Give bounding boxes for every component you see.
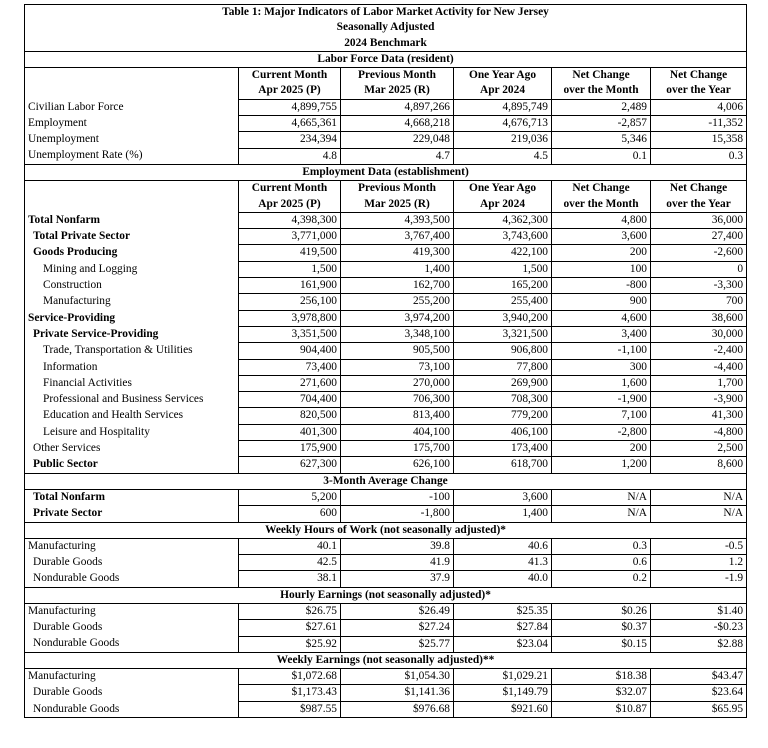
value-cell: 1,600 [552,375,651,391]
value-cell: $976.68 [341,701,454,717]
value-cell: 904,400 [239,343,341,359]
value-cell: $2.88 [651,636,747,652]
value-cell: 40.1 [239,538,341,554]
value-cell: 4.7 [341,148,454,164]
value-cell: $987.55 [239,701,341,717]
value-cell: -800 [552,278,651,294]
value-cell: 42.5 [239,555,341,571]
row-label: Total Nonfarm [25,489,239,505]
row-label: Goods Producing [25,245,239,261]
column-header-bottom: over the Year [651,197,747,213]
row-label: Nondurable Goods [25,701,239,717]
table-row [25,603,747,619]
value-cell: 4,676,713 [454,116,552,132]
value-cell: 0.3 [651,148,747,164]
value-cell: 300 [552,359,651,375]
table-row [25,571,747,587]
header-blank-cell [25,181,239,197]
value-cell: 173,400 [454,441,552,457]
table-row [25,261,747,277]
header-blank-cell [25,68,239,84]
value-cell: 422,100 [454,245,552,261]
column-header-bottom: over the Year [651,83,747,99]
value-cell: -2,800 [552,424,651,440]
value-cell: $25.92 [239,636,341,652]
table-row [25,538,747,554]
table-title: Table 1: Major Indicators of Labor Market Activity for New Jersey [25,5,747,21]
value-cell: 779,200 [454,408,552,424]
value-cell: 906,800 [454,343,552,359]
column-header-top: Current Month [239,181,341,197]
labor-market-table-document [24,4,746,718]
value-cell: $27.61 [239,620,341,636]
value-cell: -3,900 [651,392,747,408]
table-row [25,245,747,261]
value-cell: 4,006 [651,99,747,115]
value-cell: N/A [651,489,747,505]
column-header-top: One Year Ago [454,181,552,197]
value-cell: 419,300 [341,245,454,261]
value-cell: 36,000 [651,212,747,228]
value-cell: 0 [651,261,747,277]
value-cell: $23.04 [454,636,552,652]
row-label: Manufacturing [25,538,239,554]
row-label: Unemployment [25,132,239,148]
column-header-bottom: Mar 2025 (R) [341,197,454,213]
table-row [25,375,747,391]
value-cell: 704,400 [239,392,341,408]
table-row [25,229,747,245]
value-cell: 419,500 [239,245,341,261]
value-cell: 38.1 [239,571,341,587]
value-cell: $0.15 [552,636,651,652]
value-cell: $1,054.30 [341,669,454,685]
column-header-top: Previous Month [341,68,454,84]
value-cell: $25.77 [341,636,454,652]
column-header-bottom: Mar 2025 (R) [341,83,454,99]
value-cell: 820,500 [239,408,341,424]
value-cell: 30,000 [651,326,747,342]
column-header-top: Net Change [552,68,651,84]
row-label: Education and Health Services [25,408,239,424]
value-cell: 165,200 [454,278,552,294]
row-label: Other Services [25,441,239,457]
value-cell: 1,400 [341,261,454,277]
value-cell: 700 [651,294,747,310]
table-row [25,148,747,164]
table-row [25,99,747,115]
value-cell: -2,857 [552,116,651,132]
value-cell: 0.3 [552,538,651,554]
value-cell: 38,600 [651,310,747,326]
table-row [25,669,747,685]
column-header-top: Previous Month [341,181,454,197]
row-label: Mining and Logging [25,261,239,277]
indicators-table [24,4,747,718]
value-cell: -0.5 [651,538,747,554]
value-cell: 2,489 [552,99,651,115]
value-cell: 41.3 [454,555,552,571]
row-label: Nondurable Goods [25,571,239,587]
value-cell: N/A [552,489,651,505]
column-header-bottom: Apr 2025 (P) [239,83,341,99]
row-label: Leisure and Hospitality [25,424,239,440]
value-cell: 905,500 [341,343,454,359]
value-cell: $27.84 [454,620,552,636]
value-cell: 271,600 [239,375,341,391]
value-cell: 269,900 [454,375,552,391]
value-cell: 255,200 [341,294,454,310]
row-label: Information [25,359,239,375]
value-cell: 3,348,100 [341,326,454,342]
value-cell: 4.8 [239,148,341,164]
row-label: Manufacturing [25,603,239,619]
hourly-earnings-section-heading: Hourly Earnings (not seasonally adjusted)* [25,587,747,603]
value-cell: 1,500 [239,261,341,277]
value-cell: $25.35 [454,603,552,619]
row-label: Unemployment Rate (%) [25,148,239,164]
value-cell: 404,100 [341,424,454,440]
value-cell: 401,300 [239,424,341,440]
value-cell: 37.9 [341,571,454,587]
value-cell: -1,800 [341,506,454,522]
value-cell: 4,897,266 [341,99,454,115]
table-row [25,310,747,326]
row-label: Total Nonfarm [25,212,239,228]
table-row [25,489,747,505]
value-cell: $1,072.68 [239,669,341,685]
value-cell: 7,100 [552,408,651,424]
value-cell: 4,393,500 [341,212,454,228]
value-cell: 40.0 [454,571,552,587]
value-cell: 5,200 [239,489,341,505]
table-row [25,392,747,408]
column-header-bottom: over the Month [552,197,651,213]
column-header-bottom: Apr 2024 [454,83,552,99]
value-cell: 4,665,361 [239,116,341,132]
value-cell: 1,700 [651,375,747,391]
row-label: Durable Goods [25,685,239,701]
value-cell: 4,362,300 [454,212,552,228]
value-cell: $10.87 [552,701,651,717]
table-row [25,326,747,342]
row-label: Manufacturing [25,294,239,310]
row-label: Trade, Transportation & Utilities [25,343,239,359]
value-cell: $27.24 [341,620,454,636]
table-row [25,620,747,636]
value-cell: $43.47 [651,669,747,685]
row-label: Manufacturing [25,669,239,685]
value-cell: $1,173.43 [239,685,341,701]
value-cell: 618,700 [454,457,552,473]
value-cell: 100 [552,261,651,277]
value-cell: 73,100 [341,359,454,375]
value-cell: 3,600 [552,229,651,245]
value-cell: 3,600 [454,489,552,505]
value-cell: $26.75 [239,603,341,619]
table-row [25,294,747,310]
value-cell: 39.8 [341,538,454,554]
row-label: Private Service-Providing [25,326,239,342]
value-cell: $18.38 [552,669,651,685]
labor-force-section-heading: Labor Force Data (resident) [25,51,747,67]
value-cell: 0.1 [552,148,651,164]
value-cell: 161,900 [239,278,341,294]
row-label: Civilian Labor Force [25,99,239,115]
value-cell: 600 [239,506,341,522]
value-cell: 0.6 [552,555,651,571]
value-cell: 3,940,200 [454,310,552,326]
value-cell: 900 [552,294,651,310]
value-cell: 406,100 [454,424,552,440]
value-cell: 256,100 [239,294,341,310]
value-cell: -1.9 [651,571,747,587]
row-label: Employment [25,116,239,132]
row-label: Total Private Sector [25,229,239,245]
table-row [25,636,747,652]
row-label: Service-Providing [25,310,239,326]
column-header-top: Current Month [239,68,341,84]
value-cell: -$0.23 [651,620,747,636]
table-row [25,212,747,228]
value-cell: N/A [552,506,651,522]
value-cell: $1.40 [651,603,747,619]
value-cell: 4.5 [454,148,552,164]
value-cell: 41.9 [341,555,454,571]
value-cell: -3,300 [651,278,747,294]
value-cell: 200 [552,441,651,457]
value-cell: 1.2 [651,555,747,571]
value-cell: -2,600 [651,245,747,261]
value-cell: 4,398,300 [239,212,341,228]
header-blank-cell [25,197,239,213]
value-cell: 4,600 [552,310,651,326]
value-cell: $65.95 [651,701,747,717]
value-cell: 270,000 [341,375,454,391]
value-cell: 175,700 [341,441,454,457]
table-row [25,424,747,440]
value-cell: 3,743,600 [454,229,552,245]
table-row [25,408,747,424]
value-cell: 3,771,000 [239,229,341,245]
table-row [25,343,747,359]
value-cell: $1,141.36 [341,685,454,701]
row-label: Professional and Business Services [25,392,239,408]
value-cell: $26.49 [341,603,454,619]
table-row [25,506,747,522]
value-cell: 8,600 [651,457,747,473]
value-cell: 4,800 [552,212,651,228]
column-header-top: Net Change [651,68,747,84]
weekly-earnings-section-heading: Weekly Earnings (not seasonally adjusted)** [25,652,747,668]
value-cell: 27,400 [651,229,747,245]
value-cell: 4,668,218 [341,116,454,132]
value-cell: -1,900 [552,392,651,408]
table-row [25,685,747,701]
value-cell: 175,900 [239,441,341,457]
row-label: Durable Goods [25,555,239,571]
value-cell: 40.6 [454,538,552,554]
value-cell: 73,400 [239,359,341,375]
value-cell: N/A [651,506,747,522]
table-row [25,278,747,294]
value-cell: 77,800 [454,359,552,375]
value-cell: 813,400 [341,408,454,424]
value-cell: -4,400 [651,359,747,375]
value-cell: 1,400 [454,506,552,522]
value-cell: -4,800 [651,424,747,440]
table-row [25,359,747,375]
value-cell: 41,300 [651,408,747,424]
table-benchmark: 2024 Benchmark [25,36,747,52]
value-cell: $1,029.21 [454,669,552,685]
value-cell: 2,500 [651,441,747,457]
value-cell: 708,300 [454,392,552,408]
column-header-top: Net Change [651,181,747,197]
row-label: Public Sector [25,457,239,473]
value-cell: 3,321,500 [454,326,552,342]
value-cell: 1,200 [552,457,651,473]
value-cell: 4,895,749 [454,99,552,115]
value-cell: $32.07 [552,685,651,701]
column-header-top: One Year Ago [454,68,552,84]
row-label: Private Sector [25,506,239,522]
value-cell: 229,048 [341,132,454,148]
header-blank-cell [25,83,239,99]
table-row [25,701,747,717]
value-cell: 3,351,500 [239,326,341,342]
value-cell: 627,300 [239,457,341,473]
table-row [25,441,747,457]
column-header-bottom: over the Month [552,83,651,99]
value-cell: 5,346 [552,132,651,148]
value-cell: 3,767,400 [341,229,454,245]
value-cell: 162,700 [341,278,454,294]
row-label: Durable Goods [25,620,239,636]
value-cell: 3,400 [552,326,651,342]
value-cell: -1,100 [552,343,651,359]
three-month-section-heading: 3-Month Average Change [25,473,747,489]
value-cell: 706,300 [341,392,454,408]
value-cell: 234,394 [239,132,341,148]
value-cell: -2,400 [651,343,747,359]
column-header-bottom: Apr 2025 (P) [239,197,341,213]
value-cell: $1,149.79 [454,685,552,701]
value-cell: $0.26 [552,603,651,619]
value-cell: 3,978,800 [239,310,341,326]
column-header-top: Net Change [552,181,651,197]
table-row [25,116,747,132]
table-row [25,132,747,148]
row-label: Financial Activities [25,375,239,391]
column-header-bottom: Apr 2024 [454,197,552,213]
table-row [25,555,747,571]
value-cell: -11,352 [651,116,747,132]
value-cell: 3,974,200 [341,310,454,326]
row-label: Construction [25,278,239,294]
table-subtitle: Seasonally Adjusted [25,20,747,35]
row-label: Nondurable Goods [25,636,239,652]
weekly-hours-section-heading: Weekly Hours of Work (not seasonally adjusted)* [25,522,747,538]
value-cell: 4,899,755 [239,99,341,115]
table-row [25,457,747,473]
value-cell: $921.60 [454,701,552,717]
employment-section-heading: Employment Data (establishment) [25,164,747,180]
value-cell: 200 [552,245,651,261]
value-cell: $0.37 [552,620,651,636]
value-cell: 1,500 [454,261,552,277]
value-cell: 255,400 [454,294,552,310]
value-cell: $23.64 [651,685,747,701]
value-cell: 15,358 [651,132,747,148]
value-cell: 626,100 [341,457,454,473]
value-cell: -100 [341,489,454,505]
value-cell: 219,036 [454,132,552,148]
value-cell: 0.2 [552,571,651,587]
